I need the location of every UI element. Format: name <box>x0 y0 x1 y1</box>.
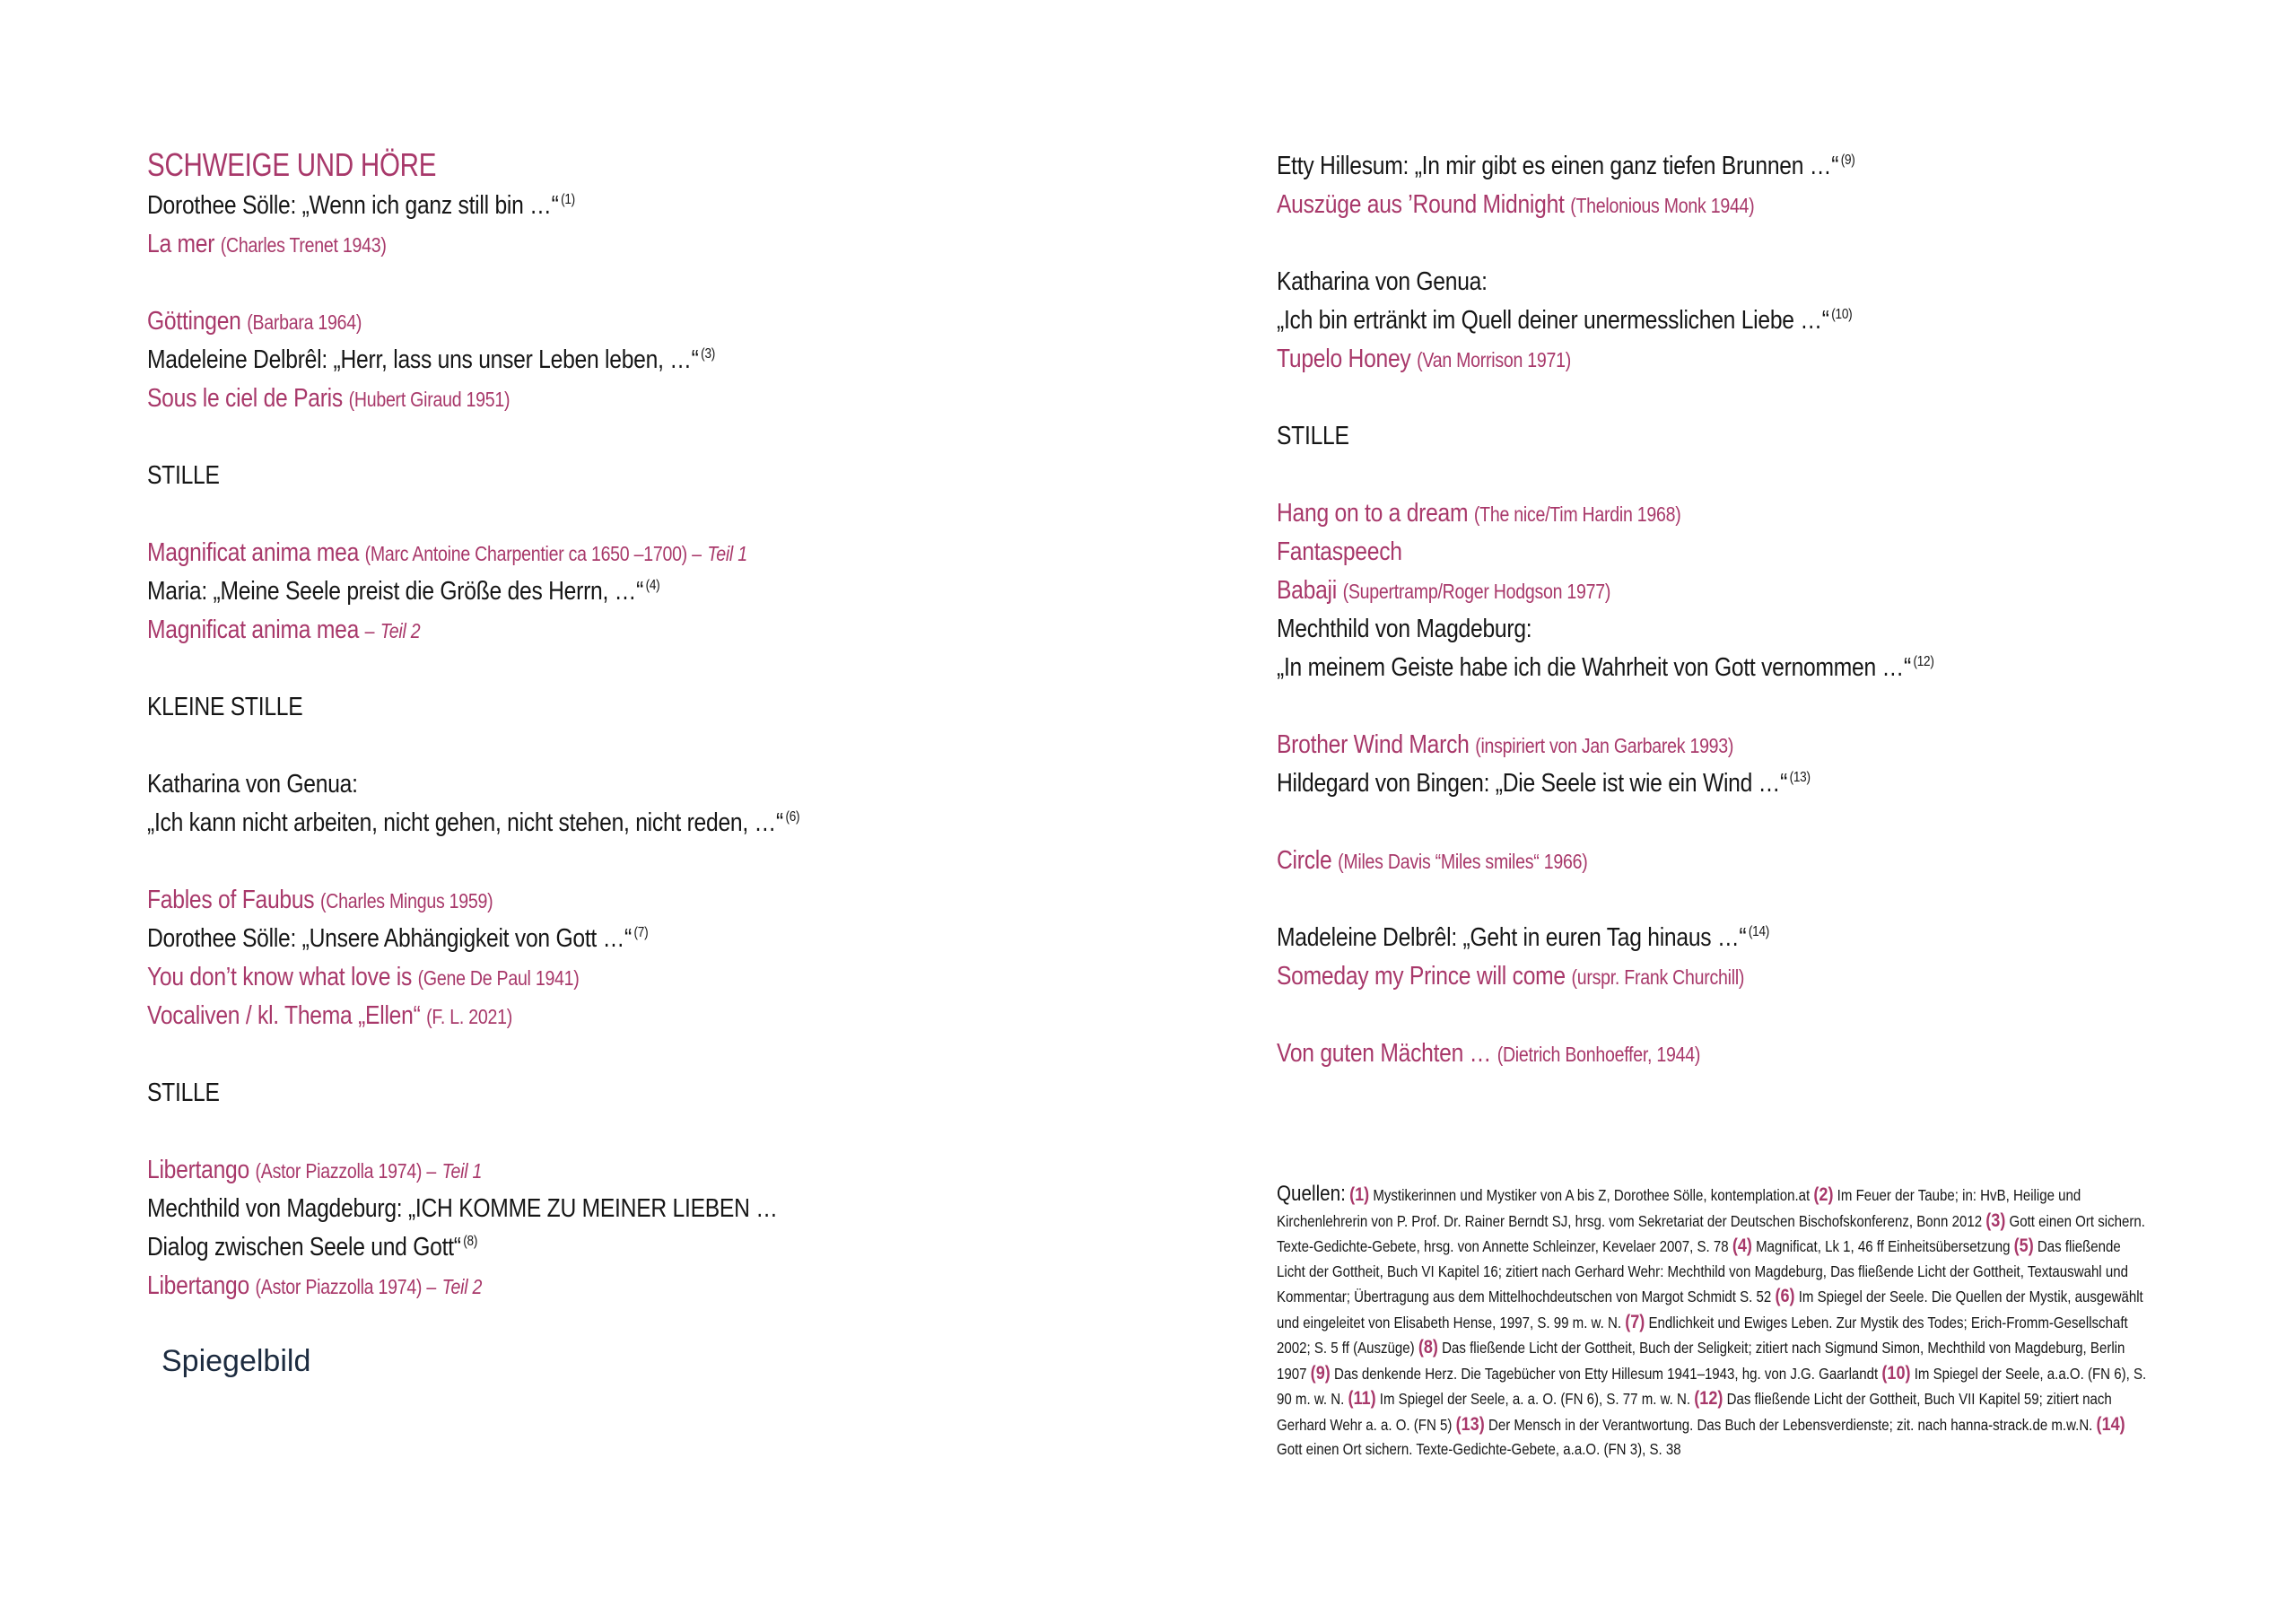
footnote-text: Mystikerinnen und Mystiker von A bis Z, Dorothee Sölle, kontemplation.at <box>1373 1186 1811 1204</box>
reading-line: Hildegard von Bingen: „Die Seele ist wie ein Wind …“ $^{(13)}$ <box>1277 769 1811 798</box>
program-title: SCHWEIGE UND HÖRE <box>147 146 437 183</box>
footnote-number: (1) <box>1349 1184 1370 1205</box>
footnote-number: (11) <box>1348 1388 1376 1409</box>
footnote-text: Im Feuer der Taube; in: HvB, Heilige und Kirchenlehrerin von P. Prof. Dr. Rainer Berndt SJ, hrsg. vom Sekretariat der Deutschen Bischofskonferenz, Bonn 2012 <box>1277 1186 2081 1230</box>
music-line: Göttingen (Barbara 1964) <box>147 307 362 336</box>
footnote-number: (12) <box>1694 1388 1723 1409</box>
music-line: Hang on to a dream (The nice/Tim Hardin 1968) <box>1277 499 1681 528</box>
music-line: Auszüge aus ’Round Midnight (Thelonious Monk 1944) <box>1277 190 1755 219</box>
reading-line: „Ich bin ertränkt im Quell deiner unermesslichen Liebe …“ $^{(10)}$ <box>1277 306 1853 335</box>
footnote-text: Endlichkeit und Ewiges Leben. Zur Mystik des Todes; Erich-Fromm-Gesellschaft 2002; S. 5 ff (Auszüge) <box>1277 1313 2128 1357</box>
music-line: Babaji (Supertramp/Roger Hodgson 1977) <box>1277 576 1611 605</box>
music-line: Libertango (Astor Piazzolla 1974) – Teil 1 <box>147 1156 483 1184</box>
music-line: Circle (Miles Davis “Miles smiles“ 1966) <box>1277 846 1588 875</box>
music-line: Sous le ciel de Paris (Hubert Giraud 1951) <box>147 384 510 413</box>
reading-line: Katharina von Genua: <box>1277 267 1488 296</box>
sources-label: Quellen: <box>1277 1182 1346 1206</box>
reading-line: Madeleine Delbrêl: „Geht in euren Tag hinaus …“ $^{(14)}$ <box>1277 923 1770 952</box>
footnote-number: (9) <box>1310 1362 1331 1384</box>
footnote-number: (4) <box>1732 1235 1752 1256</box>
footnote-text: Magnificat, Lk 1, 46 ff Einheitsübersetzung <box>1756 1237 2011 1255</box>
reading-line: Dorothee Sölle: „Unsere Abhängigkeit von Gott …“ $^{(7)}$ <box>147 924 649 953</box>
program-left-column <box>147 142 1206 1305</box>
footnote-number: (3) <box>1985 1209 2006 1231</box>
footnote-text: Das fließende Licht der Gottheit, Buch der Seligkeit; zitiert nach Sigmund Simon, Mechthild von Magdeburg, Berlin 1907 <box>1277 1339 2125 1383</box>
reading-line: Maria: „Meine Seele preist die Größe des Herrn, …“ $^{(4)}$ <box>147 577 660 606</box>
silence-line: STILLE <box>147 461 220 490</box>
footnote-number: (2) <box>1813 1184 1834 1205</box>
reading-line: Mechthild von Magdeburg: „ICH KOMME ZU MEINER LIEBEN … <box>147 1194 778 1223</box>
music-line: Magnificat anima mea – Teil 2 <box>147 616 421 644</box>
reading-line: „Ich kann nicht arbeiten, nicht gehen, nicht stehen, nicht reden, …“ $^{(6)}$ <box>147 808 800 837</box>
footnote-number: (5) <box>2013 1235 2034 1256</box>
footnote-text: Das fließende Licht der Gottheit, Buch VII Kapitel 59; zitiert nach Gerhard Wehr a. a. O. (FN 5) <box>1277 1390 2112 1434</box>
music-line: Tupelo Honey (Van Morrison 1971) <box>1277 345 1572 373</box>
footnote-number: (14) <box>2096 1413 2125 1435</box>
footnote-text: Im Spiegel der Seele. Die Quellen der Mystik, ausgewählt und eingeleitet von Elisabeth Hense, 1997, S. 99 m. w. N. <box>1277 1288 2143 1332</box>
footnote-text: Das fließende Licht der Gottheit, Buch VI Kapitel 16; zitiert nach Gerhard Wehr: Mechthild von Magdeburg, Das fließende Licht der Gottheit, Textauswahl und Kommentar; Übertragung aus dem Mittelhochdeutschen von Margot Schmidt S. 52 <box>1277 1237 2128 1305</box>
footnote-text: Das denkende Herz. Die Tagebücher von Etty Hillesum 1941–1943, hg. von J.G. Gaarlandt <box>1333 1364 1879 1383</box>
music-line: Vocaliven / kl. Thema „Ellen“ (F. L. 2021) <box>147 1001 512 1030</box>
music-line: Libertango (Astor Piazzolla 1974) – Teil 2 <box>147 1271 483 1300</box>
footnote-number: (10) <box>1881 1362 1911 1384</box>
reading-line: Madeleine Delbrêl: „Herr, lass uns unser Leben leben, …“ $^{(3)}$ <box>147 345 716 374</box>
footnote-number: (6) <box>1775 1286 1795 1306</box>
reading-line: „In meinem Geiste habe ich die Wahrheit von Gott vernommen …“ $^{(12)}$ <box>1277 653 1934 682</box>
silence-line: STILLE <box>1277 422 1349 450</box>
footnote-number: (13) <box>1455 1413 1485 1435</box>
footnote-text: Der Mensch in der Verantwortung. Das Buch der Lebensverdienste; zit. nach hanna-strack.de m.w.N. <box>1488 1415 2093 1434</box>
music-line: Someday my Prince will come (urspr. Frank Churchill) <box>1277 962 1745 991</box>
music-line: You don’t know what love is (Gene De Paul 1941) <box>147 963 580 991</box>
footnote-text: Im Spiegel der Seele, a.a.O. (FN 6), S. 90 m. w. N. <box>1277 1364 2147 1408</box>
program-right-column <box>1277 142 2228 1073</box>
footnote-text: Im Spiegel der Seele, a. a. O. (FN 6), S. 77 m. w. N. <box>1379 1390 1691 1408</box>
footnote-number: (7) <box>1625 1311 1645 1332</box>
reading-line: Dorothee Sölle: „Wenn ich ganz still bin …“ $^{(1)}$ <box>147 191 575 220</box>
reading-line: Katharina von Genua: <box>147 770 358 799</box>
music-line: Von guten Mächten … (Dietrich Bonhoeffer, 1944) <box>1277 1039 1701 1068</box>
brand-logo-text: Spiegelbild <box>161 1344 311 1378</box>
music-line: La mer (Charles Trenet 1943) <box>147 230 387 258</box>
music-line: Magnificat anima mea (Marc Antoine Charpentier ca 1650 –1700) – Teil 1 <box>147 538 747 567</box>
music-line: Brother Wind March (inspiriert von Jan Garbarek 1993) <box>1277 730 1734 759</box>
sources-footnotes <box>1277 1182 2149 1462</box>
footnote-number: (8) <box>1418 1337 1438 1358</box>
music-line: Fantaspeech <box>1277 537 1402 566</box>
footnote-text: Gott einen Ort sichern. Texte-Gedichte-Gebete, hrsg. von Annette Schleinzer, Kevelaer 2007, S. 78 <box>1277 1211 2145 1255</box>
silence-line: STILLE <box>147 1078 220 1107</box>
silence-line: KLEINE STILLE <box>147 693 303 721</box>
footnote-text: Gott einen Ort sichern. Texte-Gedichte-Gebete, a.a.O. (FN 3), S. 38 <box>1277 1440 1681 1458</box>
reading-line: Mechthild von Magdeburg: <box>1277 615 1532 643</box>
reading-line: Dialog zwischen Seele und Gott“ $^{(8)}$ <box>147 1233 478 1262</box>
reading-line: Etty Hillesum: „In mir gibt es einen ganz tiefen Brunnen …“ $^{(9)}$ <box>1277 152 1855 180</box>
music-line: Fables of Faubus (Charles Mingus 1959) <box>147 886 493 914</box>
